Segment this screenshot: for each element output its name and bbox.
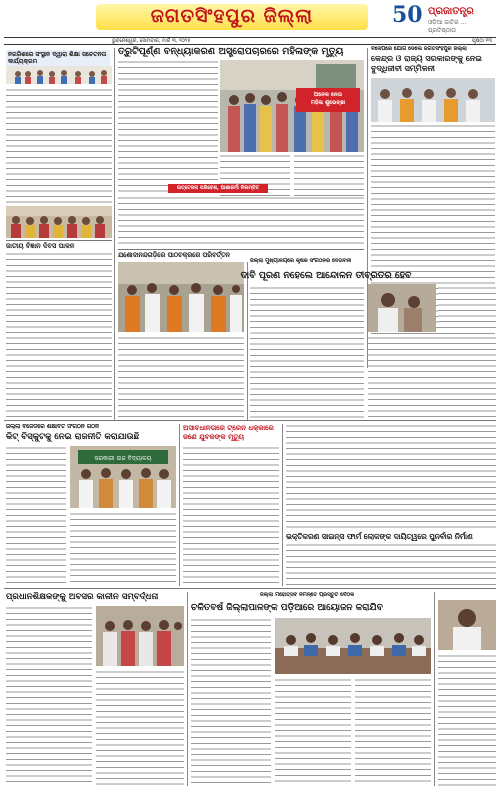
headline-s1: ନଗରିଶରେ ସଂସ୍ଥାନ ଦ୍ୱାରା ଶିକ୍ଷା ସଚେତନତା କାର୍ଯ୍ୟକ୍ରମ (6, 50, 110, 66)
photo-s11-graphic (275, 618, 431, 674)
headline-s10: ପ୍ରଧାନଶିକ୍ଷକଙ୍କୁ ଅବସର କାଳୀନ ସମ୍ବର୍ଦ୍ଧନା (6, 592, 159, 602)
headline-s8: ଜିଲ୍ଲା ବିଜେଡିରେ ଶିକ୍ଷାବିତ ସଂଗଠନ ଗଠନ (6, 424, 100, 430)
kicker-s4: ବିଜେପିରେ ଯୋଗ ଦେଲେ ଜଗତସିଂହପୁର ଜିଲ୍ଲା (371, 46, 467, 52)
divider (118, 249, 364, 250)
column-rule (187, 592, 188, 786)
body-s6-col2 (438, 286, 496, 332)
body-s10-col1-lines (6, 606, 92, 786)
column-rule (434, 592, 435, 786)
divider (4, 420, 496, 421)
newspaper-tagline: ଓଡ଼ିଆ ଜାତିର ... ପ୍ରତିଷ୍ଠାତା (428, 19, 467, 34)
column-rule (247, 262, 248, 420)
body-s6-col1 (250, 286, 364, 420)
dateline (4, 37, 496, 45)
headline-s3: ତ୍ରୁଟିପୂର୍ଣ୍ଣ ବନ୍ଧ୍ୟାକରଣ ଅସ୍ତ୍ରୋପଚାରରେ ମହିଳାଙ୍କ ମୃତ୍ୟୁ (118, 46, 344, 57)
photo-s1b-graphic (6, 206, 112, 238)
body-s3-bottom (118, 196, 364, 246)
divider (6, 240, 112, 241)
headline-s4: କେନ୍ଦ୍ର ଓ ରାଜ୍ୟ ସରକାରଙ୍କୁ ନେଇ ବୁଦ୍ଧିଜୀବୀ ସମ୍ମିଳନୀ (371, 54, 482, 73)
headline-s2: ଜାତୀୟ ବିଜ୍ଞାନ ଦିବସ ପାଳନ (6, 242, 75, 250)
subhead-s8: କିଟ୍ ବିସ୍କୁଟକୁ ନେଇ ରାଜନୀତି କରାଯାଉଛି (6, 432, 140, 442)
issue-date: ଭୁବନେଶ୍ୱର, ସୋମବାର, ମାର୍ଚ୍ଚ ୩, ୨୦୨୫ (112, 38, 191, 44)
column-rule (179, 424, 180, 586)
badge-line-1: ଅନେକ ନେତା (313, 92, 343, 98)
body-s7 (183, 446, 279, 586)
page-title: ଜଗତସିଂହପୁର ଜିଲ୍ଲା (150, 5, 314, 27)
body-s6-continued (286, 424, 496, 530)
body-s11-col3-lines (355, 678, 431, 786)
photo-right-bottom (438, 600, 496, 650)
body-s5-lines (118, 336, 244, 420)
photo-s4 (371, 78, 495, 122)
body-right-bottom-lines (438, 654, 496, 786)
body-s6-col3 (368, 336, 496, 420)
subhead-s3: ଉତ୍ତେଜନା ପରିବେଶ, ଆଶାକର୍ମୀ ନିଲମ୍ବିତ (168, 184, 268, 193)
body-s11-col2 (275, 678, 351, 786)
body-s8-col1 (6, 446, 66, 586)
body-s7-lines (183, 446, 279, 586)
body-s6-col1-lines (250, 286, 364, 420)
photo-s6-graphic (368, 284, 436, 332)
body-s5 (118, 336, 244, 420)
page-number: ପୃଷ୍ଠା ୧୩ (471, 38, 492, 44)
body-s10-col1 (6, 606, 92, 786)
anniversary-number: 50 (392, 2, 423, 28)
body-s9 (286, 543, 496, 586)
body-s6-col3-lines (368, 336, 496, 420)
kicker-s6: ଜିଲ୍ଲା ମୁଖ୍ୟାଳୟରେ କୃଷକ ସଂଗଠନର ଦେତାବନୀ (250, 258, 352, 264)
photo-right-bottom-graphic (438, 600, 496, 650)
headline-s11: ଚଳିତବର୍ଷ ଜିଲ୍ଲାପାଳଙ୍କ ପଡ଼ିଆରେ ଆୟୋଜନ କରାଯିବ (191, 603, 383, 613)
divider (4, 588, 496, 589)
headline-s6: ଦାବି ପୂରଣ ନହେଲେ ଆନ୍ଦୋଳନ ତୀବ୍ରତର ହେବ (240, 270, 412, 281)
photo-s1b (6, 206, 112, 238)
body-s10-col2-lines (96, 670, 184, 786)
column-rule (114, 48, 115, 420)
school-sign-text: ସରକାରୀ ଉଚ୍ଚ ବିଦ୍ୟାଳୟ (94, 455, 152, 462)
body-s11-col1-lines (191, 618, 271, 786)
headline-s5: ଯଶୋଦାନନ୍ଦଗଡ଼ିରେ ପାଠଚକ୍ରରେ ପରିବର୍ତ୍ତନ (118, 251, 230, 259)
body-s6-col2-lines (438, 286, 496, 332)
body-s9-lines (286, 543, 496, 586)
photo-s11 (275, 618, 431, 674)
body-right-bottom (438, 654, 496, 786)
photo-s8 (70, 446, 176, 508)
kicker-s11: ଜିଲ୍ଲା ମହୋତ୍ସବ ନିମନ୍ତେ ପ୍ରସ୍ତୁତି ବୈଠକ (260, 592, 355, 598)
badge-s4 (296, 88, 360, 112)
body-s6-continued-lines (286, 424, 496, 530)
photo-s4-graphic (371, 78, 495, 122)
column-rule (282, 424, 283, 586)
body-s11-col1 (191, 618, 271, 786)
body-s2-lines (6, 252, 112, 418)
body-s8-col2-lines (70, 512, 176, 586)
photo-s1-graphic (6, 66, 112, 84)
photo-s6 (368, 284, 436, 332)
newspaper-logo[interactable] (392, 2, 496, 32)
body-s2 (6, 252, 112, 418)
body-s11-col3 (355, 678, 431, 786)
body-s3-bottom-lines (118, 196, 364, 246)
badge-line-2: ମହିଳା ଶୁଭେଚ୍ଛା (310, 100, 346, 106)
photo-s10-graphic (96, 606, 184, 666)
body-s10-col2 (96, 670, 184, 786)
photo-s1 (6, 66, 112, 84)
newspaper-name: ପ୍ରଜାତନ୍ତ୍ର (428, 6, 474, 17)
subhead-s9: ଭକ୍ତିକରଣ ସାଇନ୍ସ ଫାର୍ମ ଲୋକଙ୍କ ଦାୟିତ୍ୱରେ ପୁନର୍ବାର ନିର୍ମାଣ (286, 532, 473, 541)
masthead (0, 0, 500, 44)
photo-s8-graphic (70, 446, 176, 508)
body-s8-col2 (70, 512, 176, 586)
photo-s10 (96, 606, 184, 666)
body-s8-col1-lines (6, 446, 66, 586)
body-s11-col2-lines (275, 678, 351, 786)
headline-s7: ଅସାବଧାନତାରେ ଟ୍ରେନ ଧକ୍କାରେ ଜଣେ ଯୁବକଙ୍କ ମୃତ୍ୟୁ (183, 424, 274, 441)
